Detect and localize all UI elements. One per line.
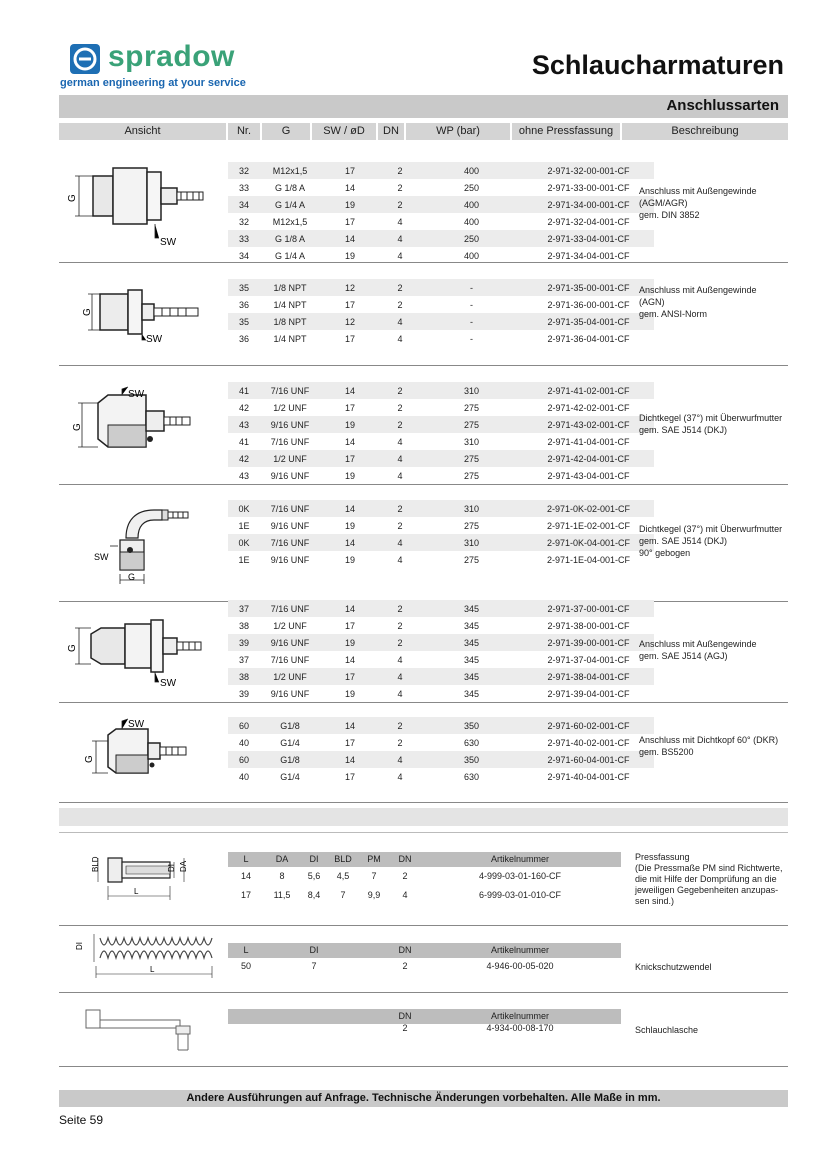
description-group-5: Anschluss mit Außengewinde gem. SAE J514 (AGJ) (639, 639, 757, 661)
table-cell: 14 (320, 230, 380, 247)
table-cell: 9/16 UNF (270, 688, 310, 699)
table-cell: 36 (238, 299, 249, 310)
table-cell: 2-971-32-00-001-CF (523, 162, 654, 179)
table-cell: 19 (344, 520, 355, 531)
table-cell: 310 (420, 534, 523, 551)
table-cell: 2-971-33-00-001-CF (547, 182, 630, 193)
table-cell: 17 (320, 162, 380, 179)
table-cell: 2 (380, 382, 420, 399)
table-cell: 14 (344, 436, 355, 447)
table-cell: 42 (228, 450, 260, 467)
table-cell: 33 (228, 230, 260, 247)
table-cell: 19 (320, 196, 380, 213)
table-row (228, 416, 654, 433)
table-cell: 14 (344, 182, 355, 193)
fitting-drawing-dkj (68, 385, 198, 465)
table-cell: 1/2 UNF (260, 668, 320, 685)
table-cell: 400 (463, 250, 480, 261)
fitting-drawing-agm (65, 158, 225, 255)
table-cell: 2 (397, 620, 403, 631)
table-cell: 43 (228, 416, 260, 433)
table-row (228, 668, 654, 685)
table-cell: G 1/8 A (274, 182, 306, 193)
schlauchlasche-description: Schlauchlasche (635, 1025, 699, 1035)
table-cell: 14 (344, 654, 355, 665)
table-cell: 275 (463, 470, 480, 481)
table-cell: 1/2 UNF (260, 450, 320, 467)
table-cell: 2-971-41-02-001-CF (523, 382, 654, 399)
table-cell: 4 (397, 333, 403, 344)
table-cell: 14 (320, 751, 380, 768)
table-cell: 2 (397, 299, 403, 310)
table-cell: 40 (238, 737, 249, 748)
col-header-wp: WP (bar) (406, 123, 510, 140)
table-cell: 38 (228, 668, 260, 685)
page-title: Schlaucharmaturen (531, 50, 784, 80)
table-cell: 2-971-33-04-001-CF (523, 230, 654, 247)
svg-text:G: G (128, 572, 136, 582)
table-cell: 19 (320, 634, 380, 651)
table-cell: 4 (380, 668, 420, 685)
svg-text:SW: SW (128, 389, 145, 400)
table-cell: 4 (397, 216, 403, 227)
table-cell: 9/16 UNF (270, 470, 310, 481)
knickschutz-header: L DI DN Artikelnummer (228, 943, 621, 958)
table-cell: 4 (397, 250, 403, 261)
table-cell: 41 (228, 382, 260, 399)
table-cell: 2 (380, 279, 420, 296)
separator (59, 1066, 788, 1067)
table-cell: 2 (380, 634, 420, 651)
table-cell: 19 (344, 688, 355, 699)
table-cell: 7/16 UNF (260, 500, 320, 517)
page-number: Seite 59 (59, 1113, 104, 1127)
description-group-2: Anschluss mit Außengewinde (AGN) gem. ANSI-Norm (639, 285, 757, 319)
knickschutz-drawing (70, 932, 220, 987)
col-header-beschreibung: Beschreibung (622, 123, 788, 140)
table-row (228, 313, 654, 330)
table-cell: 14 (320, 600, 380, 617)
table-cell: 12 (320, 313, 380, 330)
table-cell: 60 (228, 717, 260, 734)
table-cell: 32 (228, 162, 260, 179)
table-cell: 40 (238, 771, 249, 782)
table-row (228, 196, 654, 213)
brand-tagline: german engineering at your service (60, 77, 246, 89)
table-cell: 35 (228, 279, 260, 296)
table-cell: 2-971-36-04-001-CF (547, 333, 630, 344)
table-cell: 17 (320, 668, 380, 685)
table-cell: 1E (238, 554, 250, 565)
svg-text:L: L (134, 887, 139, 896)
table-cell: 275 (420, 416, 523, 433)
table-row (228, 751, 654, 768)
table-cell: 4 (397, 654, 403, 665)
table-cell: 4 (397, 554, 403, 565)
table-cell: G1/4 (280, 771, 300, 782)
svg-text:SW: SW (94, 552, 109, 562)
svg-text:G: G (72, 423, 83, 431)
table-cell: 4 (397, 470, 403, 481)
table-row (228, 213, 654, 230)
table-cell: 2 (397, 402, 403, 413)
table-cell: 38 (238, 620, 249, 631)
table-cell: 0K (228, 534, 260, 551)
fitting-drawing-agj (65, 612, 225, 697)
schlauchlasche-drawing (80, 1004, 200, 1061)
table-cell: 33 (238, 182, 249, 193)
table-cell: 1/4 NPT (273, 299, 307, 310)
table-cell: 4 (397, 771, 403, 782)
table-cell: 400 (420, 162, 523, 179)
table-cell: 41 (238, 436, 249, 447)
table-cell: 14 (320, 500, 380, 517)
table-cell: 2-971-42-04-001-CF (523, 450, 654, 467)
svg-text:G: G (82, 308, 93, 316)
table-cell: 310 (463, 436, 480, 447)
separator (59, 992, 788, 993)
table-cell: 2 (380, 717, 420, 734)
svg-text:BLD: BLD (91, 856, 100, 872)
table-cell: 34 (238, 250, 249, 261)
table-cell: 2-971-60-04-001-CF (523, 751, 654, 768)
svg-text:SW: SW (160, 678, 177, 689)
table-cell: 310 (420, 500, 523, 517)
table-cell: 60 (228, 751, 260, 768)
table-cell: 14 (320, 717, 380, 734)
table-cell: M12x1,5 (260, 162, 320, 179)
logo-icon (70, 44, 100, 74)
table-cell: 630 (463, 771, 480, 782)
table-cell: 17 (344, 737, 355, 748)
table-cell: 17 (344, 333, 355, 344)
table-row (228, 534, 654, 551)
table-row (228, 230, 654, 247)
table-group-2 (228, 279, 654, 347)
table-cell: 250 (420, 230, 523, 247)
table-cell: 2-971-60-02-001-CF (523, 717, 654, 734)
table-row (228, 279, 654, 296)
table-cell: 2 (380, 162, 420, 179)
table-cell: 4 (380, 534, 420, 551)
table-cell: 1/2 UNF (273, 402, 307, 413)
svg-text:G: G (67, 194, 78, 202)
table-cell: 19 (344, 470, 355, 481)
table-cell: 2-971-43-04-001-CF (547, 470, 630, 481)
table-cell: 2 (397, 520, 403, 531)
svg-text:SW: SW (146, 334, 163, 345)
table-cell: 4 (380, 230, 420, 247)
col-header-ohne-pressfassung: ohne Pressfassung (512, 123, 620, 140)
table-group-1 (228, 162, 654, 264)
table-cell: 400 (463, 216, 480, 227)
table-cell: 630 (463, 737, 480, 748)
table-cell: 9/16 UNF (270, 520, 310, 531)
table-cell: 19 (344, 250, 355, 261)
gray-band (59, 808, 788, 826)
table-cell: 34 (228, 196, 260, 213)
table-cell: 7/16 UNF (260, 382, 320, 399)
table-cell: 2 (380, 600, 420, 617)
table-cell: 2 (380, 196, 420, 213)
separator (59, 365, 788, 366)
table-cell: 275 (420, 450, 523, 467)
table-cell: 36 (238, 333, 249, 344)
table-row (228, 450, 654, 467)
pressfassung-description: Pressfassung (Die Pressmaße PM sind Richtwerte, die mit Hilfe der Domprüfung an die jeweiligen Gegebenheiten anzupas- sen sind.) (635, 852, 783, 906)
table-cell: 43 (238, 470, 249, 481)
table-cell: 35 (228, 313, 260, 330)
table-cell: 2-971-42-02-001-CF (547, 402, 630, 413)
svg-text:SW: SW (160, 237, 177, 248)
table-cell: 14 (320, 382, 380, 399)
table-cell: 17 (320, 450, 380, 467)
table-row (228, 717, 654, 734)
pressfassung-header: L DA DI BLD PM DN Artikelnummer (228, 852, 621, 867)
svg-text:G: G (67, 644, 78, 652)
table-cell: 9/16 UNF (260, 416, 320, 433)
table-row (228, 600, 654, 617)
table-cell: 345 (463, 688, 480, 699)
svg-text:SW: SW (128, 719, 145, 730)
table-row (228, 734, 654, 751)
pressfassung-drawing (80, 852, 200, 912)
description-group-3: Dichtkegel (37°) mit Überwurfmutter gem. SAE J514 (DKJ) (639, 413, 783, 435)
footer-note: Andere Ausführungen auf Anfrage. Technische Änderungen vorbehalten. Alle Maße in mm. (59, 1090, 788, 1107)
table-cell: 345 (463, 654, 480, 665)
table-cell: 2-971-39-04-001-CF (547, 688, 630, 699)
table-group-3 (228, 382, 654, 484)
table-row (228, 382, 654, 399)
table-cell: G1/8 (260, 751, 320, 768)
table-cell: 400 (420, 196, 523, 213)
table-cell: 2-971-36-00-001-CF (547, 299, 630, 310)
table-cell: 2-971-38-04-001-CF (523, 668, 654, 685)
table-cell: 275 (463, 402, 480, 413)
table-cell: 7/16 UNF (260, 600, 320, 617)
col-header-ansicht: Ansicht (59, 123, 226, 140)
table-cell: 2-971-0K-02-001-CF (523, 500, 654, 517)
separator (59, 262, 788, 263)
table-cell: 32 (238, 216, 249, 227)
table-cell: 17 (344, 216, 355, 227)
col-header-nr: Nr. (228, 123, 260, 140)
table-cell: 19 (344, 554, 355, 565)
table-row (228, 685, 654, 702)
table-cell: 2-971-40-02-001-CF (547, 737, 630, 748)
table-cell: 37 (228, 600, 260, 617)
col-header-dn: DN (378, 123, 404, 140)
table-cell: - (420, 279, 523, 296)
table-cell: 2 (380, 500, 420, 517)
table-cell: 17 (344, 771, 355, 782)
table-cell: 7/16 UNF (270, 436, 310, 447)
table-cell: - (470, 299, 473, 310)
table-cell: 37 (238, 654, 249, 665)
table-cell: G 1/4 A (260, 196, 320, 213)
table-row (228, 296, 654, 313)
table-row (228, 617, 654, 634)
table-cell: 4 (380, 313, 420, 330)
table-row (228, 500, 654, 517)
svg-text:L: L (150, 965, 155, 974)
table-cell: 1/4 NPT (273, 333, 307, 344)
table-cell: 345 (420, 634, 523, 651)
table-cell: G1/8 (260, 717, 320, 734)
svg-text:DA: DA (179, 860, 188, 872)
table-row (228, 399, 654, 416)
table-cell: 350 (420, 717, 523, 734)
separator (59, 484, 788, 485)
table-row (228, 162, 654, 179)
description-group-1: Anschluss mit Außengewinde (AGM/AGR) gem. DIN 3852 (639, 186, 757, 220)
table-cell: 39 (238, 688, 249, 699)
svg-text:G: G (84, 755, 95, 763)
col-header-g: G (262, 123, 310, 140)
table-cell: 2-971-34-00-001-CF (523, 196, 654, 213)
separator (59, 702, 788, 703)
table-row (228, 768, 654, 785)
table-cell: 4 (380, 751, 420, 768)
svg-text:DI: DI (75, 942, 84, 950)
table-cell: G 1/8 A (260, 230, 320, 247)
table-cell: 2-971-38-00-001-CF (547, 620, 630, 631)
table-cell: 345 (420, 668, 523, 685)
table-row (228, 330, 654, 347)
table-cell: 2-971-0K-04-001-CF (523, 534, 654, 551)
table-cell: 4 (397, 436, 403, 447)
table-cell: G 1/4 A (274, 250, 306, 261)
table-cell: 12 (320, 279, 380, 296)
table-cell: 2-971-40-04-001-CF (547, 771, 630, 782)
table-cell: - (420, 313, 523, 330)
table-cell: 42 (238, 402, 249, 413)
schlauchlasche-header: DN Artikelnummer (228, 1009, 621, 1024)
table-cell: G1/4 (280, 737, 300, 748)
brand-name: spradow (108, 40, 235, 73)
fitting-drawing-agn (70, 282, 210, 355)
table-cell: 4 (397, 688, 403, 699)
table-cell: 17 (344, 402, 355, 413)
table-cell: 2 (397, 182, 403, 193)
table-cell: 2-971-1E-04-001-CF (546, 554, 631, 565)
description-group-4: Dichtkegel (37°) mit Überwurfmutter gem. SAE J514 (DKJ) 90° gebogen (639, 524, 783, 558)
table-row (228, 467, 654, 484)
table-row (228, 651, 654, 668)
table-cell: 275 (463, 554, 480, 565)
table-cell: 345 (420, 600, 523, 617)
table-cell: 0K (228, 500, 260, 517)
table-cell: 2-971-35-00-001-CF (523, 279, 654, 296)
table-cell: 2-971-35-04-001-CF (523, 313, 654, 330)
table-cell: 2-971-1E-02-001-CF (546, 520, 631, 531)
table-cell: 1/8 NPT (260, 313, 320, 330)
table-cell: 250 (463, 182, 480, 193)
table-cell: 2 (380, 416, 420, 433)
description-group-6: Anschluss mit Dichtkopf 60° (DKR) gem. BS5200 (639, 735, 779, 757)
section-title: Anschlussarten (666, 97, 779, 114)
table-cell: 7/16 UNF (270, 654, 310, 665)
table-cell: 9/16 UNF (260, 634, 320, 651)
table-cell: 2-971-39-00-001-CF (523, 634, 654, 651)
table-cell: 17 (344, 620, 355, 631)
fitting-drawing-dkj-90 (92, 500, 192, 595)
table-cell: 17 (344, 299, 355, 310)
table-row (228, 634, 654, 651)
col-header-sw: SW / øD (312, 123, 376, 140)
table-cell: 2-971-43-02-001-CF (523, 416, 654, 433)
table-cell: 14 (320, 534, 380, 551)
table-group-6 (228, 717, 654, 785)
table-row (228, 433, 654, 450)
table-row (228, 551, 654, 568)
table-cell: 2-971-34-04-001-CF (547, 250, 630, 261)
table-cell: 9/16 UNF (270, 554, 310, 565)
table-cell: 1/8 NPT (260, 279, 320, 296)
table-row (228, 179, 654, 196)
table-cell: 2-971-37-00-001-CF (523, 600, 654, 617)
table-cell: 275 (463, 520, 480, 531)
separator (59, 802, 788, 803)
table-cell: 7/16 UNF (260, 534, 320, 551)
table-group-5 (228, 600, 654, 702)
table-cell: 2-971-32-04-001-CF (547, 216, 630, 227)
table-cell: 310 (420, 382, 523, 399)
table-group-4 (228, 500, 654, 568)
fitting-drawing-dkr (82, 715, 202, 788)
table-cell: 350 (420, 751, 523, 768)
knickschutz-description: Knickschutzwendel (635, 962, 712, 972)
table-cell: - (470, 333, 473, 344)
table-cell: M12x1,5 (272, 216, 308, 227)
separator (59, 925, 788, 926)
table-cell: 2-971-41-04-001-CF (547, 436, 630, 447)
table-cell: 1/2 UNF (273, 620, 307, 631)
table-cell: 1E (238, 520, 250, 531)
table-cell: 2-971-37-04-001-CF (547, 654, 630, 665)
table-cell: 345 (463, 620, 480, 631)
table-cell: 2 (397, 737, 403, 748)
svg-text:DI: DI (167, 864, 176, 872)
table-cell: 4 (380, 450, 420, 467)
table-cell: 19 (320, 416, 380, 433)
separator (59, 832, 788, 833)
table-cell: 39 (228, 634, 260, 651)
table-row (228, 517, 654, 534)
